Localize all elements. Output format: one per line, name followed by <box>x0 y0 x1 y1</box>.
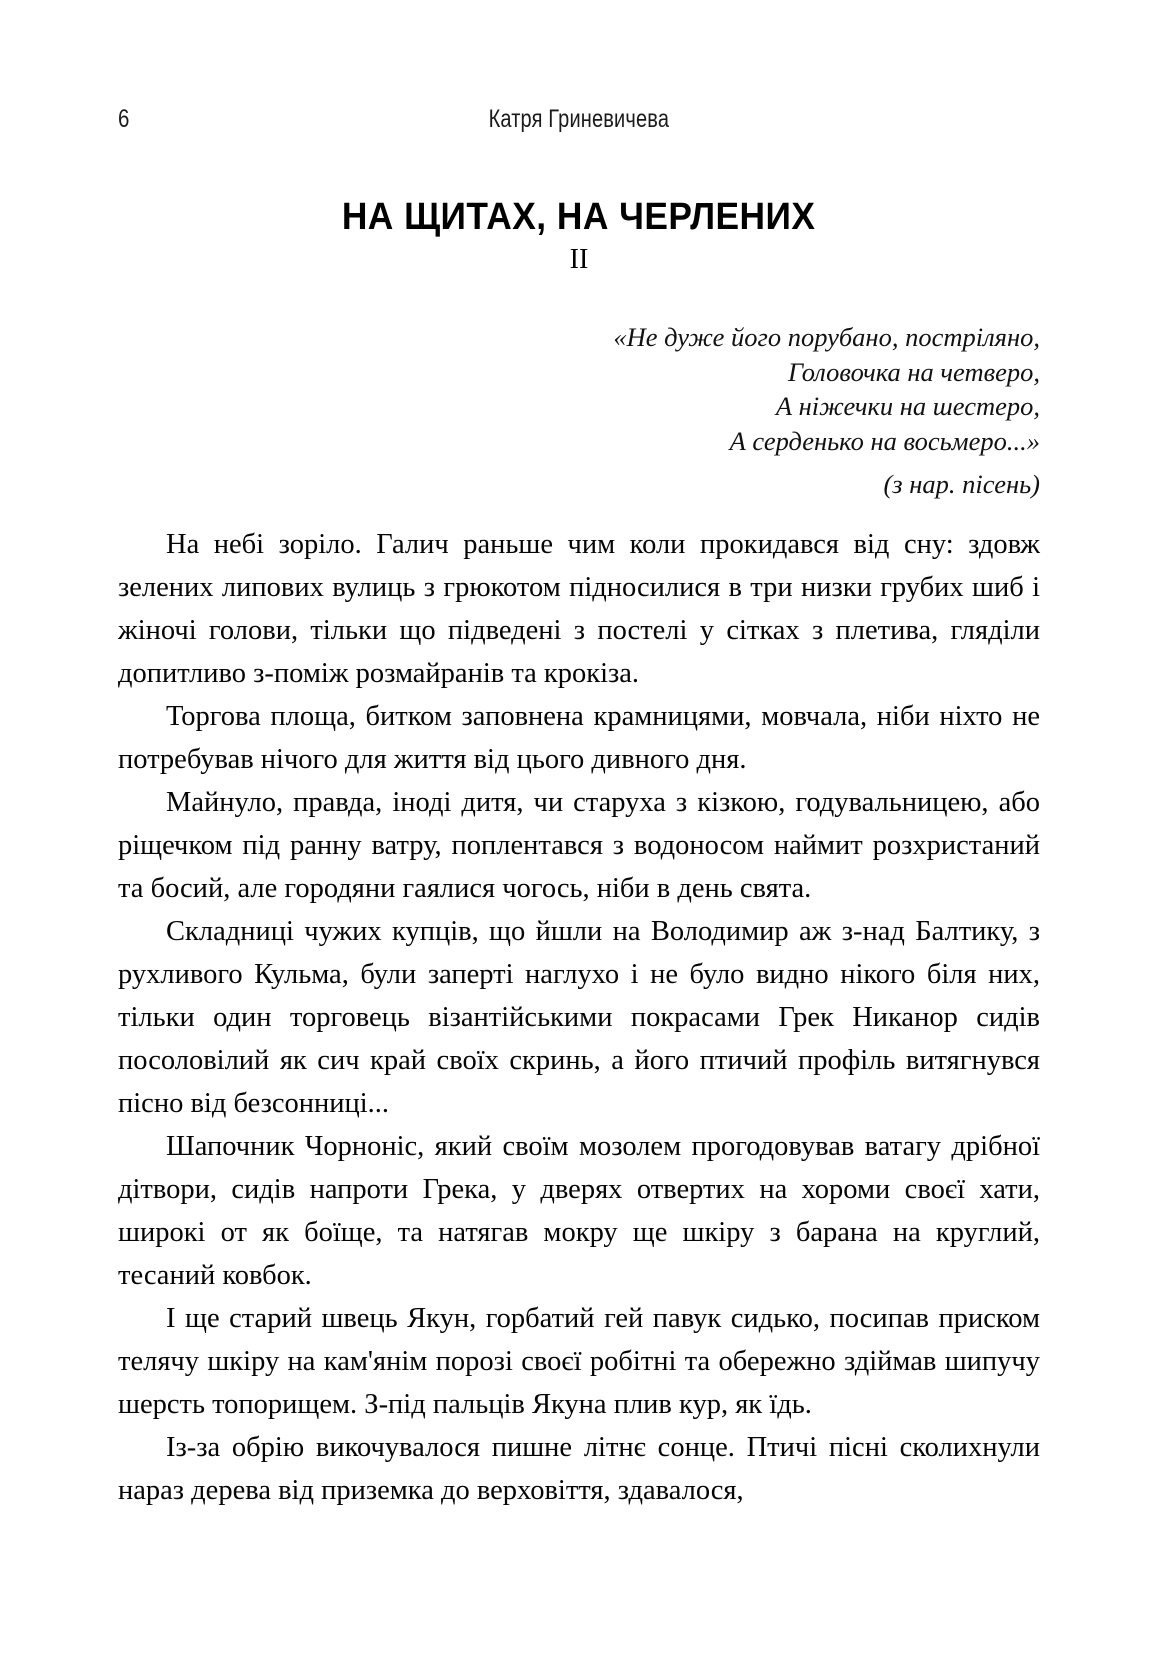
page-title-text: НА ЩИТАХ, НА ЧЕРЛЕНИХ <box>342 196 816 239</box>
paragraph: На небі зоріло. Галич раньше чим коли прокидався від сну: здовж зелених липових вулиць з грюкотом підносилися в три низки грубих шиб і жіночі голови, тільки що підведені з постелі у сітках з плетива, гляділи допитливо з-поміж розмайранів та крокіза. <box>118 529 1040 689</box>
epigraph-source: (з нар. пісень) <box>883 469 1040 499</box>
paragraph: Шапочник Чорноніс, який своїм мозолем прогодовував ватагу дрібної дітвори, сидів напроти Грека, у дверях отвертих на хороми своєї хати, широкі от як боїще, та натягав мокру ще шкіру з барана на круглий, тесаний ковбок. <box>118 1131 1040 1291</box>
running-head-author <box>118 104 1040 134</box>
running-head <box>118 104 1040 138</box>
epigraph-line: А нiжечки на шестеро, <box>775 391 1040 421</box>
section-number: II <box>569 244 589 275</box>
epigraph-line: А серденько на восьмеро...» <box>729 425 1040 456</box>
epigraph-line: Головочка на четверо, <box>788 356 1040 387</box>
paragraph: Майнуло, правда, іноді дитя, чи старуха з кізкою, годувальницею, або ріщечком під ранну ватру, поплентався з водоносом наймит розхристаний та босий, але городяни гаялися чогось, ніби в день свята. <box>118 787 1040 904</box>
paragraph: І ще старий швець Якун, горбатий гей павук сидько, посипав приском телячу шкіру на кам'янім порозі своєї робітні та обережно здіймав шипучу шерсть топорищем. З-під пальців Якуна плив кур, як їдь. <box>118 1303 1040 1420</box>
paragraph: Складниці чужих купців, що йшли на Володимир аж з-над Балтику, з рухливого Кульма, були заперті наглухо і не було видно нікого біля них, тільки один торговець візантійськими покрасами Грек Никанор сидів посоловілий як сич край своїх скринь, а його птичий профіль витягнувся пісно від безсонниці... <box>118 916 1040 1119</box>
page-number: 6 <box>118 105 130 133</box>
running-head-author-text: Катря Гриневичева <box>488 105 670 133</box>
body-text <box>118 523 1040 1512</box>
epigraph <box>118 320 1040 502</box>
paragraph: Із-за обрію викочувалося пишне літнє сонце. Птичі пісні сколихнули нараз дерева від приземка до верховіття, здавалося, <box>118 1432 1040 1506</box>
epigraph-line: «Не дуже його порубано, пострiляно, <box>613 322 1040 352</box>
page-title <box>118 195 1040 239</box>
paragraph: Торгова площа, битком заповнена крамницями, мовчала, ніби ніхто не потребував нічого для життя від цього дивного дня. <box>118 701 1040 775</box>
